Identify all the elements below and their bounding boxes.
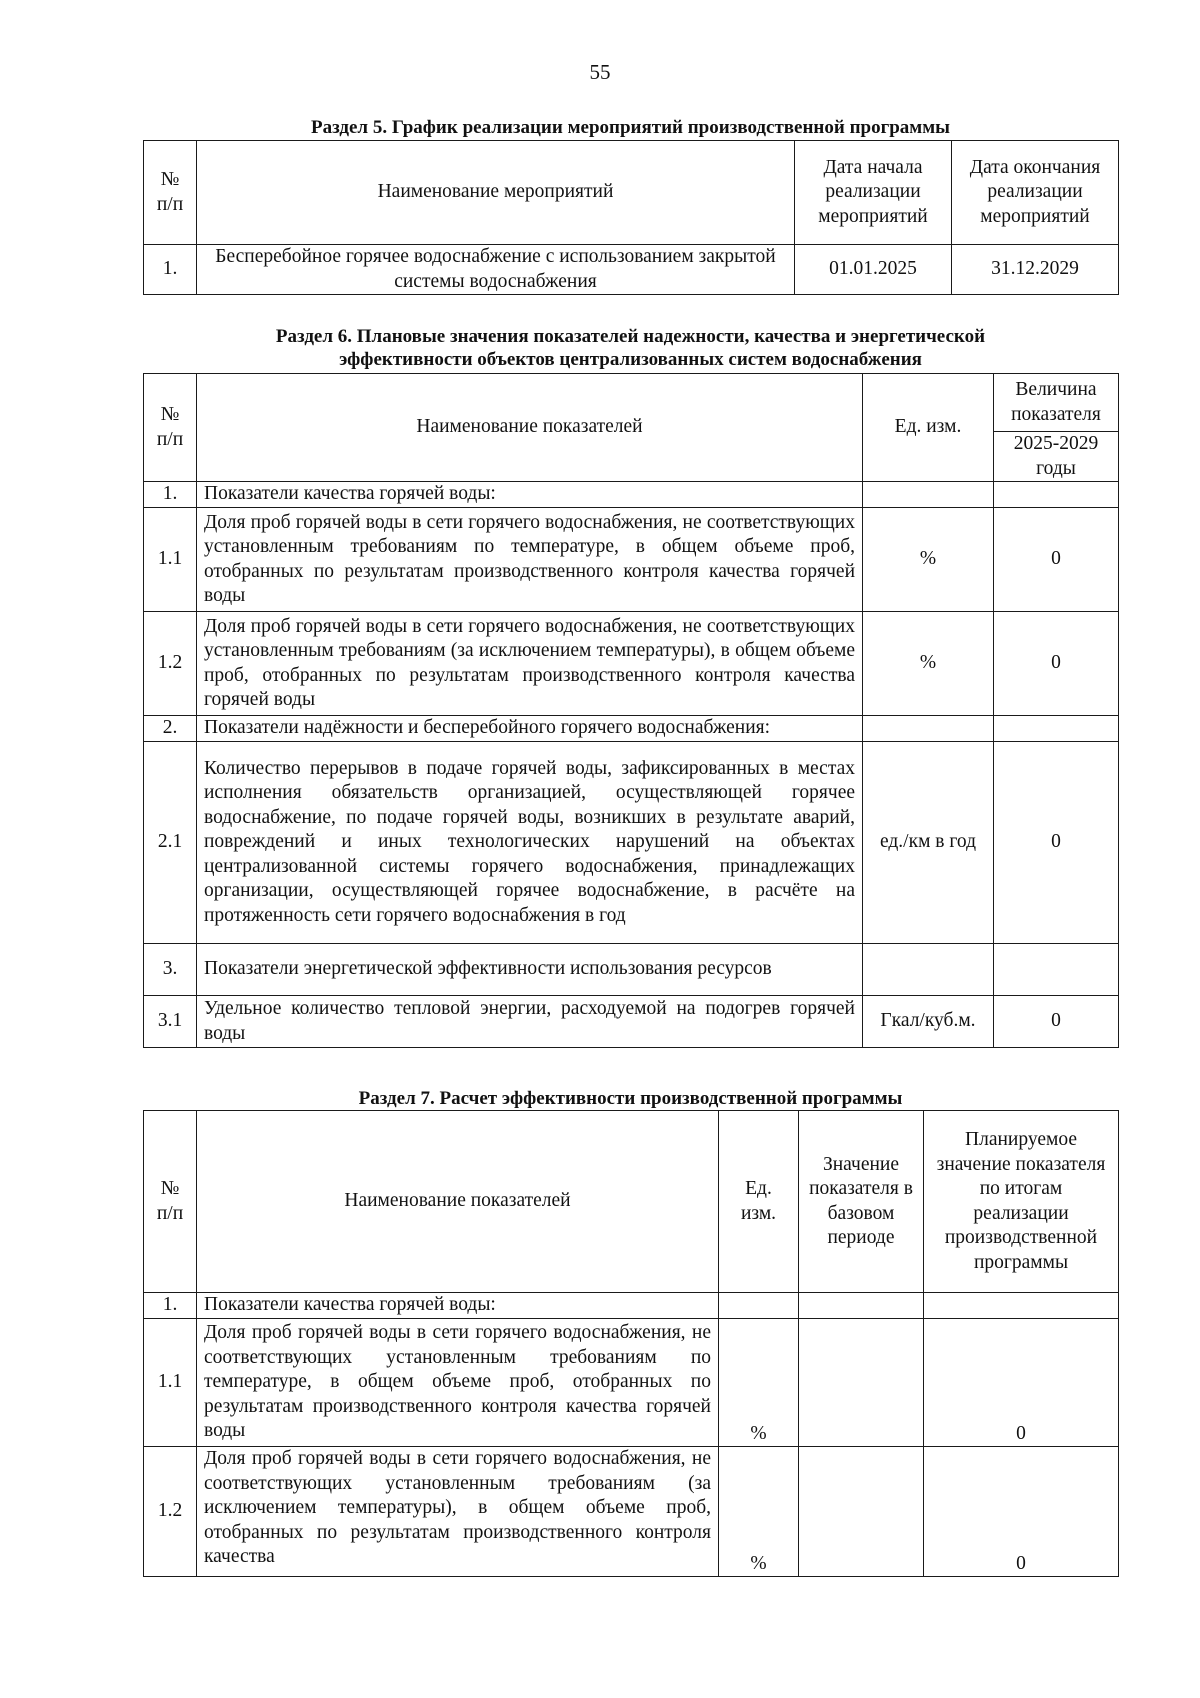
row-indicator-name: Доля проб горячей воды в сети горячего водоснабжения, не соответствующих установленным требованиям (за исключением температуры), в общем объеме проб, отобранных по результатам производственного контроля качества xyxy=(197,1447,719,1577)
table-row xyxy=(144,742,1119,944)
row-planned-value: 0 xyxy=(924,1447,1119,1577)
row-value xyxy=(994,944,1119,996)
header-unit: Ед. изм. xyxy=(719,1111,799,1293)
table-row xyxy=(144,612,1119,716)
section6-title-line2: эффективности объектов централизованных систем водоснабжения xyxy=(339,349,922,370)
row-num: 1. xyxy=(144,482,197,508)
table-row xyxy=(144,716,1119,742)
section6-table xyxy=(143,373,1119,1048)
section5-title: Раздел 5. График реализации мероприятий производственной программы xyxy=(310,117,951,138)
header-planned-value: Планируемое значение показателя по итогам реализации производственной программы xyxy=(924,1111,1119,1293)
row-start-date: 01.01.2025 xyxy=(795,245,952,295)
row-unit xyxy=(863,944,994,996)
row-indicator-name: Доля проб горячей воды в сети горячего водоснабжения, не соответствующих установленным требованиям (за исключением температуры), в общем объеме проб, отобранных по результатам производственного контроля качества горячей воды xyxy=(197,612,863,716)
row-value xyxy=(994,482,1119,508)
row-value: 0 xyxy=(994,742,1119,944)
row-num: 1.1 xyxy=(144,1319,197,1447)
row-unit xyxy=(863,482,994,508)
row-indicator-name: Доля проб горячей воды в сети горячего водоснабжения, не соответствующих установленным требованиям по температуре, в общем объеме проб, отобранных по результатам производственного контроля качества горячей воды xyxy=(197,1319,719,1447)
page-number: 55 xyxy=(589,60,611,84)
table-row xyxy=(144,944,1119,996)
section5-table xyxy=(143,140,1119,295)
header-indicator-name: Наименование показателей xyxy=(197,1111,719,1293)
row-num: 1.1 xyxy=(144,508,197,612)
row-indicator-name: Показатели качества горячей воды: xyxy=(197,482,863,508)
section6-title xyxy=(143,325,1118,371)
table-row xyxy=(144,482,1119,508)
row-value: 0 xyxy=(994,508,1119,612)
row-num: 3.1 xyxy=(144,996,197,1048)
row-unit: % xyxy=(863,612,994,716)
row-num: 3. xyxy=(144,944,197,996)
row-num: 1.2 xyxy=(144,1447,197,1577)
header-indicator-value: Величина показателя xyxy=(994,374,1119,432)
row-indicator-name: Показатели энергетической эффективности использования ресурсов xyxy=(197,944,863,996)
section7-title: Раздел 7. Расчет эффективности производственной программы xyxy=(358,1088,903,1109)
row-planned-value: 0 xyxy=(924,1319,1119,1447)
header-num: № п/п xyxy=(144,141,197,245)
row-end-date: 31.12.2029 xyxy=(952,245,1119,295)
row-num: 2.1 xyxy=(144,742,197,944)
row-base-value xyxy=(799,1319,924,1447)
row-unit: % xyxy=(719,1319,799,1447)
row-num: 2. xyxy=(144,716,197,742)
table-row xyxy=(144,245,1119,295)
row-indicator-name: Количество перерывов в подаче горячей воды, зафиксированных в местах исполнения обязательств организацией, осуществляющей горячее водоснабжение, по подаче горячей воды, возникших в результате аварий, повреждений и иных технологических нарушений на объектах централизованной системы горячего водоснабжения, принадлежащих организации, осуществляющей горячее водоснабжение, в расчёте на протяженность сети горячего водоснабжения в год xyxy=(197,742,863,944)
header-num: № п/п xyxy=(144,374,197,482)
row-num: 1. xyxy=(144,245,197,295)
row-planned-value xyxy=(924,1293,1119,1319)
row-unit: ед./км в год xyxy=(863,742,994,944)
header-period: 2025-2029 годы xyxy=(994,432,1119,482)
row-unit: % xyxy=(863,508,994,612)
table-row xyxy=(144,1319,1119,1447)
row-base-value xyxy=(799,1447,924,1577)
row-indicator-name: Удельное количество тепловой энергии, расходуемой на подогрев горячей воды xyxy=(197,996,863,1048)
row-value: 0 xyxy=(994,996,1119,1048)
header-event-name: Наименование мероприятий xyxy=(197,141,795,245)
row-num: 1.2 xyxy=(144,612,197,716)
header-base-value: Значение показателя в базовом периоде xyxy=(799,1111,924,1293)
row-unit: % xyxy=(719,1447,799,1577)
section7-header-row xyxy=(144,1111,1119,1293)
header-start-date: Дата начала реализации мероприятий xyxy=(795,141,952,245)
table-row xyxy=(144,1293,1119,1319)
header-num: № п/п xyxy=(144,1111,197,1293)
row-indicator-name: Показатели качества горячей воды: xyxy=(197,1293,719,1319)
table-row xyxy=(144,996,1119,1048)
header-end-date: Дата окончания реализации мероприятий xyxy=(952,141,1119,245)
row-base-value xyxy=(799,1293,924,1319)
header-unit: Ед. изм. xyxy=(863,374,994,482)
row-event-name: Бесперебойное горячее водоснабжение с использованием закрытой системы водоснабжения xyxy=(197,245,795,295)
section5-header-row xyxy=(144,141,1119,245)
section6-header-row xyxy=(144,374,1119,432)
row-unit: Гкал/куб.м. xyxy=(863,996,994,1048)
section6-title-line1: Раздел 6. Плановые значения показателей надежности, качества и энергетической xyxy=(275,326,986,347)
table-row xyxy=(144,1447,1119,1577)
row-unit xyxy=(719,1293,799,1319)
row-indicator-name: Показатели надёжности и бесперебойного горячего водоснабжения: xyxy=(197,716,863,742)
row-unit xyxy=(863,716,994,742)
table-row xyxy=(144,508,1119,612)
row-num: 1. xyxy=(144,1293,197,1319)
row-value: 0 xyxy=(994,612,1119,716)
header-indicator-name: Наименование показателей xyxy=(197,374,863,482)
row-indicator-name: Доля проб горячей воды в сети горячего водоснабжения, не соответствующих установленным требованиям по температуре, в общем объеме проб, отобранных по результатам производственного контроля качества горячей воды xyxy=(197,508,863,612)
section7-table xyxy=(143,1110,1119,1577)
row-value xyxy=(994,716,1119,742)
